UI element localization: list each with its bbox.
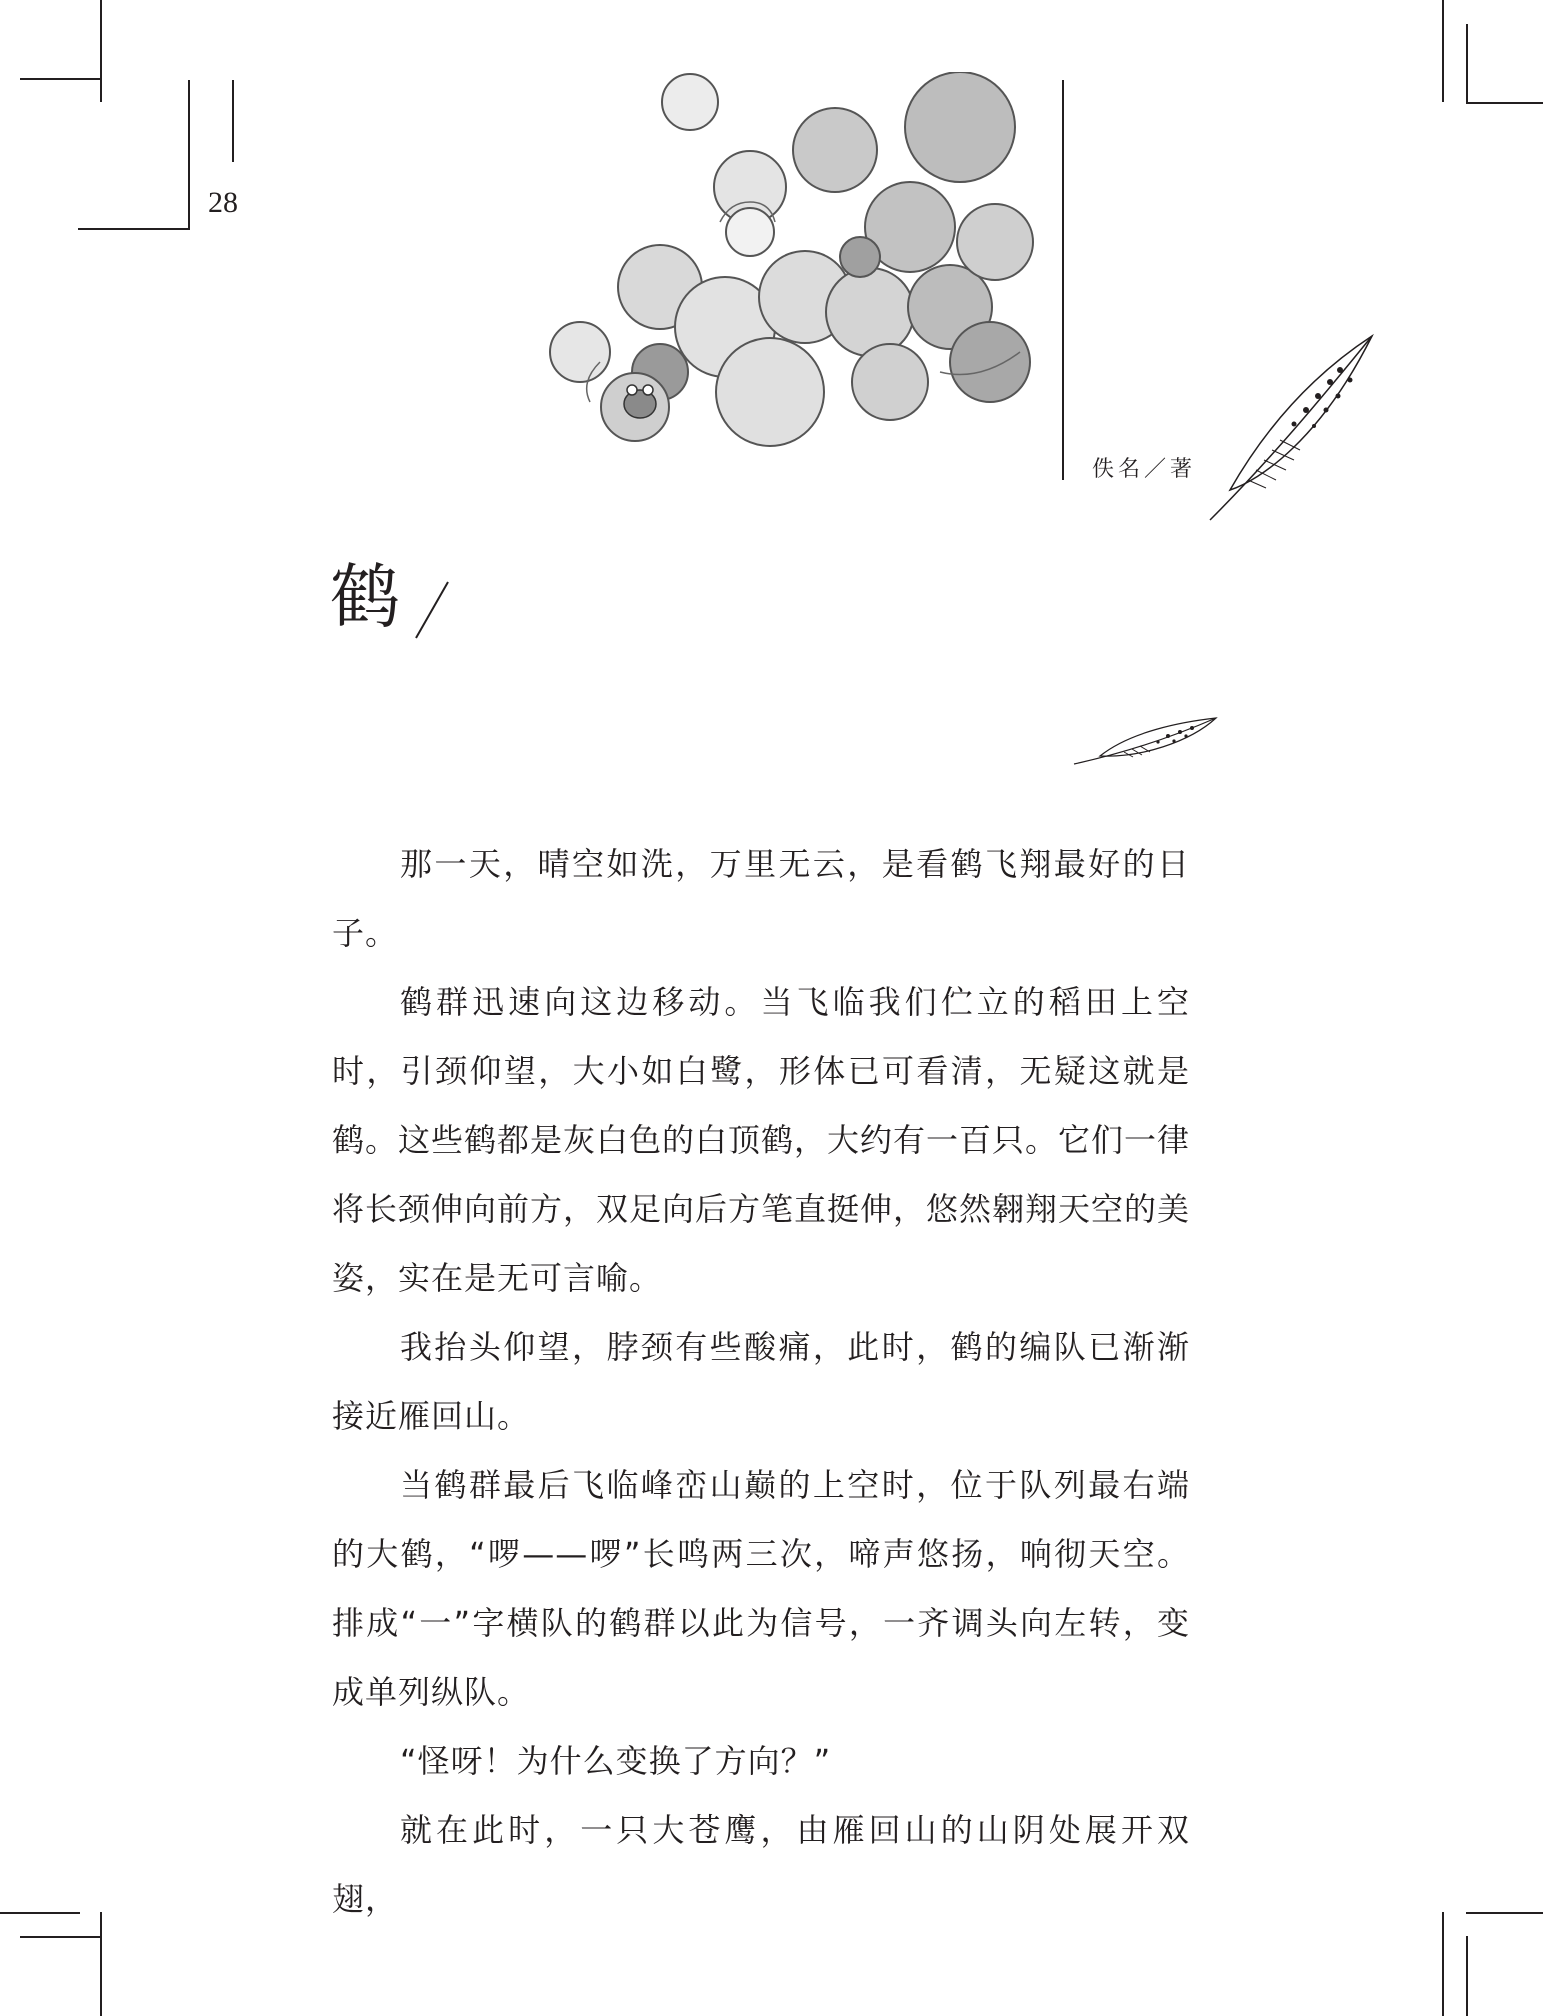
page-number: 28 <box>208 186 238 219</box>
crop-mark-bottom-right-h <box>1466 1912 1543 1914</box>
crop-mark-bottom-left-v <box>100 1912 102 2016</box>
author-credit: 佚名／著 <box>1092 457 1197 482</box>
crop-mark-top-right-v2 <box>1466 24 1468 102</box>
crop-mark-top-left-v3 <box>232 80 234 162</box>
paragraph: 那一天，晴空如洗，万里无云，是看鹤飞翔最好的日子。 <box>332 845 1190 952</box>
article-title: 鹤 <box>330 556 400 638</box>
paragraph: 当鹤群最后飞临峰峦山巅的上空时，位于队列最右端的大鹤，“啰——啰”长鸣两三次，啼声悠扬，响彻天空。排成“一”字横队的鹤群以此为信号，一齐调头向左转，变成单列纵队。 <box>332 1466 1190 1711</box>
feather-icon <box>1200 330 1380 530</box>
paragraph: 就在此时，一只大苍鹰，由雁回山的山阴处展开双翅， <box>332 1811 1190 1918</box>
crop-mark-top-left-h <box>20 78 102 80</box>
paragraph: “怪呀！为什么变换了方向？” <box>400 1742 832 1780</box>
paragraph: 鹤群迅速向这边移动。当飞临我们伫立的稻田上空时，引颈仰望，大小如白鹭，形体已可看清，无疑这就是鹤。这些鹤都是灰白色的白顶鹤，大约有一百只。它们一律将长颈伸向前方，双足向后方笔直挺伸，悠然翱翔天空的美姿，实在是无可言喻。 <box>332 983 1191 1297</box>
feather-icon <box>1070 712 1220 768</box>
crop-mark-top-left-v <box>100 0 102 102</box>
article-body <box>332 830 1190 1934</box>
paragraph: 我抬头仰望，脖颈有些酸痛，此时，鹤的编队已渐渐接近雁回山。 <box>332 1328 1190 1435</box>
crop-mark-top-left-h2 <box>78 228 190 230</box>
crop-mark-top-right-h <box>1466 102 1543 104</box>
crop-mark-top-right-v <box>1442 0 1444 102</box>
crop-mark-bottom-right-v2 <box>1466 1936 1468 2016</box>
lily-pads-illustration-icon <box>540 72 1070 472</box>
crop-mark-bottom-left-h2 <box>0 1912 80 1914</box>
crop-mark-top-left-v2 <box>188 80 190 228</box>
header-divider <box>1062 80 1064 480</box>
crop-mark-bottom-right-v <box>1442 1912 1444 2016</box>
crop-mark-bottom-left-h <box>20 1936 102 1938</box>
title-slash-icon <box>412 580 452 640</box>
